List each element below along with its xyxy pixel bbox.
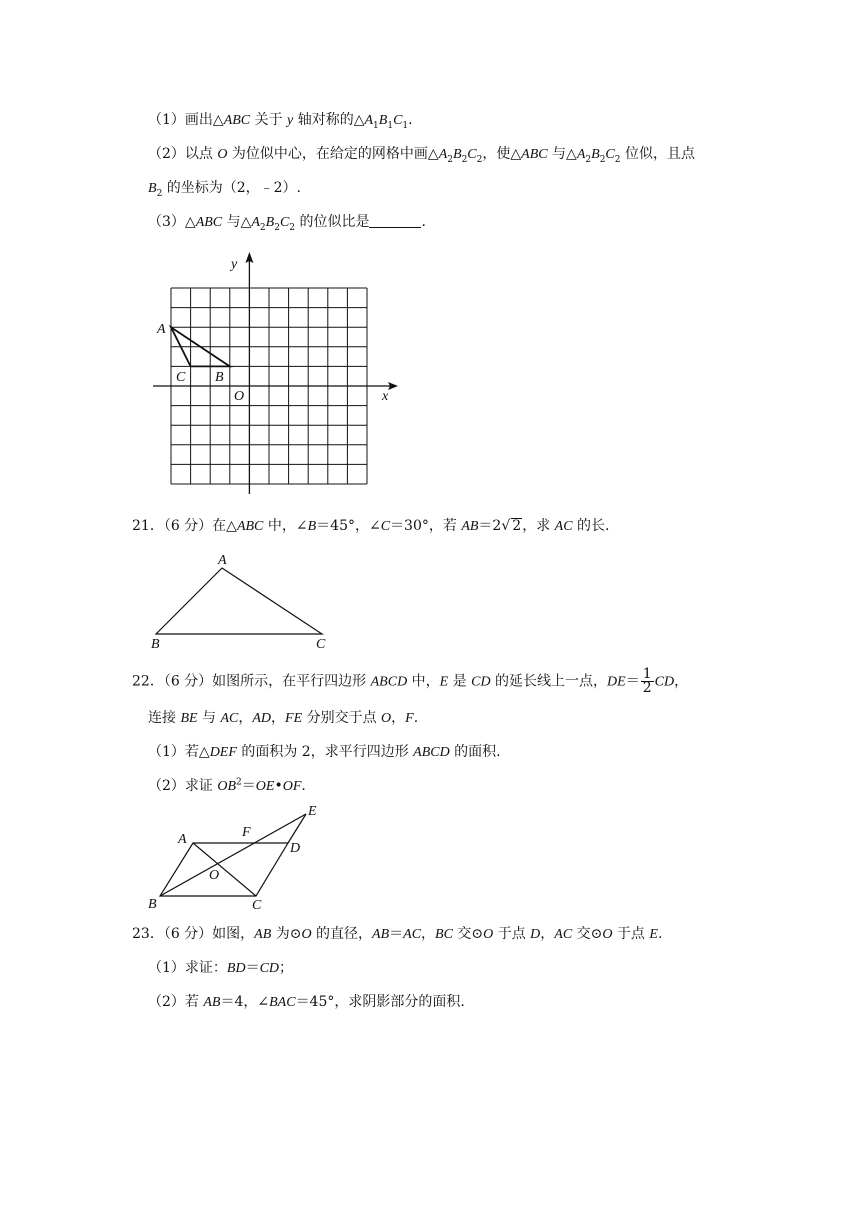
q20-part2: （2）以点 O 为位似中心，在给定的网格中画$\triangle A_2B_2C_2$，使△ABC 与$\triangle A_2B_2C_2$ 位似，且点 xyxy=(148,146,695,165)
q21-label-a: A xyxy=(218,553,227,568)
q22-label-e: E xyxy=(308,804,317,819)
diagonal-ac xyxy=(193,843,256,896)
q22-line1: 22．（6 分）如图所示，在平行四边形 ABCD 中，E 是 CD 的延长线上一点，DE＝ $\frac{1}{2}$ CD， xyxy=(132,666,689,696)
q22-label-f: F xyxy=(242,825,251,840)
q22-label-b: B xyxy=(148,897,157,912)
q22-label-a: A xyxy=(178,832,187,847)
q23-part1: （1）求证：BD＝CD； xyxy=(148,960,294,976)
label-o: O xyxy=(234,389,245,404)
sqrt-sign: √ xyxy=(501,518,511,534)
q22-part1: （1）若△DEF 的面积为 2，求平行四边形 ABCD 的面积. xyxy=(148,744,501,760)
q22-label-c: C xyxy=(252,898,262,913)
segment-de xyxy=(288,814,306,843)
label-y: y xyxy=(231,257,238,272)
q23-part2: （2）若 AB＝4，∠BAC＝45°，求阴影部分的面积. xyxy=(148,994,465,1010)
label-c: C xyxy=(176,370,186,385)
q23-line1: 23．（6 分）如图，AB 为⊙O 的直径，AB＝AC，BC 交⊙O 于点 D，AC 交⊙O 于点 E. xyxy=(132,926,663,942)
q21-label-c: C xyxy=(316,637,326,652)
label-b: B xyxy=(215,370,224,385)
label-x: x xyxy=(382,389,389,404)
q21-text: 21．（6 分）在△ABC 中，∠B＝45°，∠C＝30°，若 AB＝2√ 2，求 AC 的长. xyxy=(132,518,610,534)
segment-be xyxy=(160,814,306,896)
q21-label-b: B xyxy=(151,637,160,652)
q22-label-o: O xyxy=(209,868,220,883)
q22-label-d: D xyxy=(290,841,301,856)
q20-part3: （3）△ABC 与$\triangle A_2B_2C_2$ 的位似比是 . xyxy=(148,214,426,233)
fraction-one-half: $\frac{1}{2}$ xyxy=(642,666,652,696)
q20-part2-cont: $B_2$ 的坐标为（2，﹣2）. xyxy=(148,180,302,199)
q20-part1: （1）画出△ABC 关于 y 轴对称的$\triangle A_1B_1C_1$. xyxy=(148,112,413,131)
q22-line2: 连接 BE 与 AC，AD，FE 分别交于点 O，F. xyxy=(148,710,419,726)
label-a: A xyxy=(157,322,166,337)
q22-part2: （2）求证 $OB^2=OE•OF$. xyxy=(148,777,306,794)
